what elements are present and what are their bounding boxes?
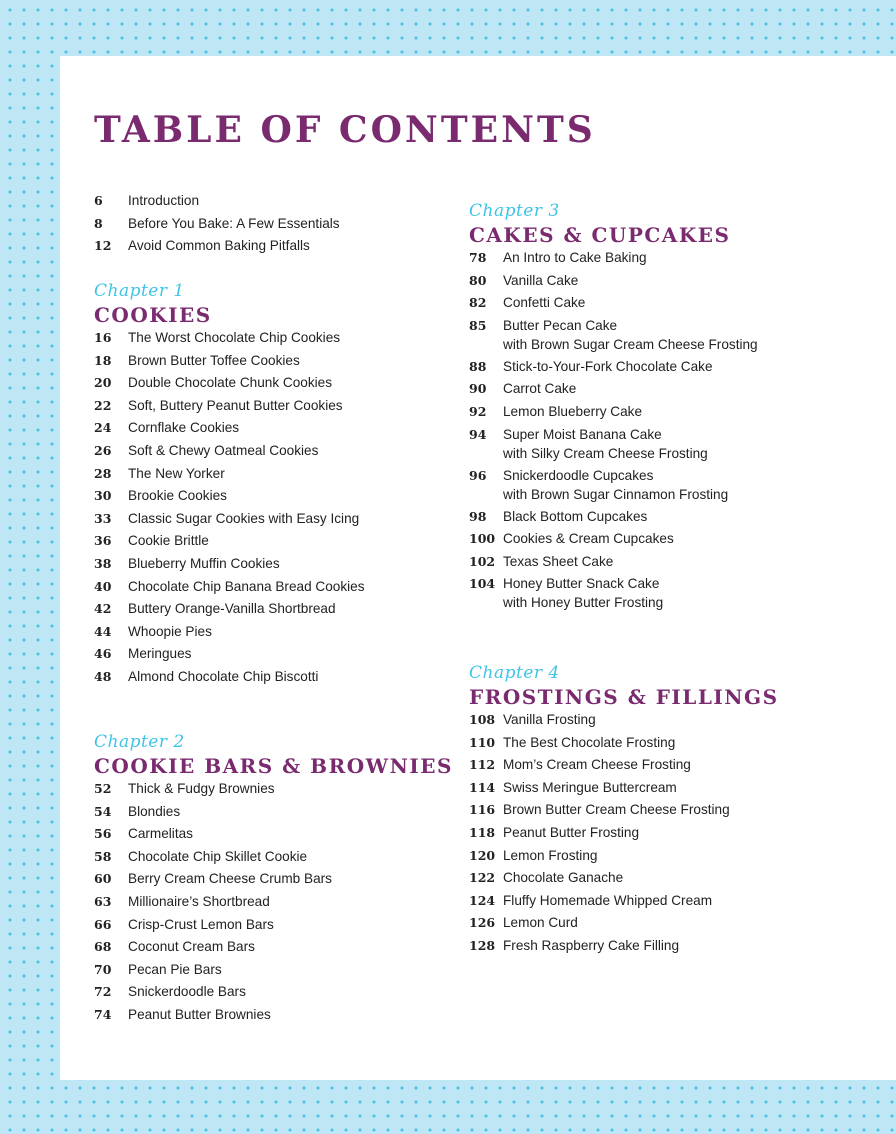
toc-entry (469, 574, 758, 612)
toc-entry (469, 466, 758, 504)
toc-entry (94, 847, 453, 866)
page-number: 63 (94, 893, 112, 909)
page-number: 90 (469, 381, 487, 397)
page-number: 92 (469, 403, 487, 419)
page-number: 100 (469, 531, 496, 547)
entry-title: Millionaire’s Shortbread (128, 893, 270, 909)
toc-entry (469, 248, 758, 267)
toc-entry (469, 936, 779, 955)
toc-entry (94, 373, 365, 392)
page-number: 46 (94, 646, 112, 662)
toc-entry (469, 800, 779, 819)
page-number: 108 (469, 712, 496, 727)
entry-title: Super Moist Banana Cake with Silky Cream Cheese Frosting (503, 426, 708, 461)
entry-title: Coconut Cream Bars (128, 939, 255, 955)
toc-entry (94, 779, 453, 798)
page-number: 42 (94, 601, 112, 617)
page-number: 70 (94, 961, 112, 977)
entry-title: Swiss Meringue Buttercream (503, 779, 677, 795)
toc-entry (94, 599, 365, 618)
toc-entry (469, 402, 758, 421)
page-number: 74 (94, 1006, 112, 1022)
toc-entry (469, 913, 779, 932)
toc-entry (469, 316, 758, 354)
intro-section (94, 191, 340, 259)
toc-entry (94, 577, 365, 596)
toc-entry (469, 529, 758, 548)
entry-title: Confetti Cake (503, 295, 586, 311)
page-number: 112 (469, 757, 496, 773)
toc-entry (94, 824, 453, 843)
chapter-entries (94, 328, 365, 686)
toc-entry (94, 554, 365, 573)
page-number: 6 (94, 193, 103, 208)
toc-entry (94, 396, 365, 415)
entry-title: Snickerdoodle Cupcakes with Brown Sugar Cinnamon Frosting (503, 467, 729, 502)
toc-entry (469, 823, 779, 842)
entry-title: Texas Sheet Cake (503, 553, 614, 569)
entry-title: Mom’s Cream Cheese Frosting (503, 757, 691, 773)
toc-entry (469, 507, 758, 526)
page-number: 126 (469, 915, 496, 931)
toc-entry (94, 1005, 453, 1024)
entry-title: Meringues (128, 646, 192, 662)
chapter-title: FROSTINGS & FILLINGS (469, 685, 779, 709)
page-number: 36 (94, 533, 112, 549)
toc-entry (469, 271, 758, 290)
toc-entry (94, 464, 365, 483)
toc-entry (469, 733, 779, 752)
toc-entry (94, 531, 365, 550)
entry-title: Introduction (128, 193, 200, 208)
toc-entry (94, 214, 340, 233)
entry-title: Crisp-Crust Lemon Bars (128, 916, 274, 932)
page-number: 48 (94, 668, 112, 684)
entry-title: Pecan Pie Bars (128, 961, 222, 977)
entry-title: Lemon Frosting (503, 847, 598, 863)
entry-title: Snickerdoodle Bars (128, 984, 246, 1000)
chapter-1-section (94, 280, 365, 690)
chapter-title: CAKES & CUPCAKES (469, 223, 731, 247)
toc-entry (94, 509, 365, 528)
entry-title: Chocolate Chip Banana Bread Cookies (128, 578, 365, 594)
toc-entry (94, 802, 453, 821)
entry-title: Peanut Butter Brownies (128, 1006, 271, 1022)
page-number: 110 (469, 734, 496, 750)
page-number: 88 (469, 358, 487, 374)
entry-title: Thick & Fudgy Brownies (128, 781, 275, 796)
toc-entry (469, 357, 758, 376)
entry-title: Chocolate Chip Skillet Cookie (128, 848, 308, 864)
chapter-3-section (469, 200, 758, 615)
entry-title: Brookie Cookies (128, 488, 227, 504)
page-number: 98 (469, 508, 487, 524)
page-number: 52 (94, 781, 112, 796)
entry-title: An Intro to Cake Baking (503, 250, 647, 265)
page-number: 96 (469, 467, 487, 483)
page-number: 44 (94, 623, 112, 639)
toc-entry (94, 960, 453, 979)
page-number: 38 (94, 555, 112, 571)
entry-title: Cookie Brittle (128, 533, 209, 549)
chapter-title: COOKIES (94, 303, 212, 327)
entry-title: Honey Butter Snack Cake with Honey Butter Frosting (503, 576, 664, 611)
page-number: 60 (94, 871, 112, 887)
entry-title: Lemon Curd (503, 915, 578, 931)
toc-entry (469, 379, 758, 398)
entry-title: Cornflake Cookies (128, 420, 240, 436)
page-number: 56 (94, 826, 112, 842)
toc-entry (94, 191, 340, 210)
entry-title: The Best Chocolate Frosting (503, 734, 676, 750)
page-number: 30 (94, 488, 112, 504)
page-number: 26 (94, 442, 112, 458)
page-number: 82 (469, 295, 487, 311)
toc-entry (94, 236, 340, 255)
toc-entry (94, 486, 365, 505)
chapter-entries (469, 248, 758, 612)
page-number: 54 (94, 803, 112, 819)
entry-title: Carrot Cake (503, 381, 577, 397)
page-number: 128 (469, 937, 496, 953)
chapter-label: Chapter 3 (469, 201, 560, 221)
entry-title: Stick-to-Your-Fork Chocolate Cake (503, 358, 713, 374)
entry-title: The New Yorker (128, 465, 225, 481)
page-number: 8 (94, 215, 103, 231)
toc-entry (94, 644, 365, 663)
chapter-label: Chapter 4 (469, 663, 560, 683)
page-title: TABLE OF CONTENTS (94, 109, 596, 151)
entry-title: The Worst Chocolate Chip Cookies (128, 330, 341, 345)
chapter-title: COOKIE BARS & BROWNIES (94, 754, 453, 778)
chapter-label: Chapter 1 (94, 281, 185, 301)
toc-entry (94, 892, 453, 911)
toc-entry (469, 846, 779, 865)
toc-entry (94, 982, 453, 1001)
toc-entry (469, 710, 779, 729)
entry-title: Almond Chocolate Chip Biscotti (128, 668, 319, 684)
toc-entry (469, 552, 758, 571)
page-number: 94 (469, 426, 487, 442)
toc-entry (94, 667, 365, 686)
entry-title: Before You Bake: A Few Essentials (128, 215, 340, 231)
entry-title: Berry Cream Cheese Crumb Bars (128, 871, 332, 887)
page-number: 28 (94, 465, 112, 481)
toc-entry (469, 755, 779, 774)
page-number: 78 (469, 250, 487, 265)
entry-title: Vanilla Cake (503, 272, 579, 288)
chapter-label: Chapter 2 (94, 732, 185, 752)
entry-title: Butter Pecan Cake with Brown Sugar Cream Cheese Frosting (503, 317, 758, 352)
page-number: 22 (94, 397, 112, 413)
toc-entry (94, 869, 453, 888)
toc-entry (94, 937, 453, 956)
toc-entry (94, 441, 365, 460)
entry-title: Lemon Blueberry Cake (503, 403, 643, 419)
chapter-4-section (469, 662, 779, 959)
toc-entry (469, 425, 758, 463)
entry-title: Blondies (128, 803, 181, 819)
page-number: 40 (94, 578, 112, 594)
entry-title: Fresh Raspberry Cake Filling (503, 937, 680, 953)
toc-entry (94, 351, 365, 370)
page-number: 116 (469, 802, 496, 818)
entry-title: Black Bottom Cupcakes (503, 508, 648, 524)
entry-title: Whoopie Pies (128, 623, 212, 639)
page-number: 16 (94, 330, 112, 345)
page-number: 33 (94, 510, 112, 526)
entry-title: Peanut Butter Frosting (503, 824, 640, 840)
entry-title: Vanilla Frosting (503, 712, 596, 727)
page-number: 104 (469, 576, 496, 592)
page-number: 80 (469, 272, 487, 288)
toc-entry (469, 868, 779, 887)
page-number: 24 (94, 420, 112, 436)
page-number: 12 (94, 238, 112, 254)
entry-title: Avoid Common Baking Pitfalls (128, 238, 310, 254)
entry-title: Blueberry Muffin Cookies (128, 555, 280, 571)
intro-entries (94, 191, 340, 255)
page-number: 122 (469, 870, 496, 886)
page-number: 58 (94, 848, 112, 864)
entry-title: Chocolate Ganache (503, 870, 624, 886)
toc-entry (94, 328, 365, 347)
page-number: 85 (469, 317, 487, 333)
page-number: 114 (469, 779, 496, 795)
page-number: 124 (469, 892, 496, 908)
page-number: 102 (469, 553, 496, 569)
entry-title: Brown Butter Toffee Cookies (128, 352, 300, 368)
entry-title: Buttery Orange-Vanilla Shortbread (128, 601, 336, 617)
toc-entry (469, 778, 779, 797)
page-number: 20 (94, 375, 112, 391)
toc-entry (94, 418, 365, 437)
entry-title: Classic Sugar Cookies with Easy Icing (128, 510, 360, 526)
page-number: 120 (469, 847, 496, 863)
entry-title: Carmelitas (128, 826, 193, 842)
page-number: 118 (469, 824, 496, 840)
entry-title: Brown Butter Cream Cheese Frosting (503, 802, 730, 818)
entry-title: Soft, Buttery Peanut Butter Cookies (128, 397, 343, 413)
entry-title: Cookies & Cream Cupcakes (503, 531, 674, 547)
page-number: 68 (94, 939, 112, 955)
toc-entry (94, 622, 365, 641)
page-number: 18 (94, 352, 112, 368)
entry-title: Soft & Chewy Oatmeal Cookies (128, 442, 319, 458)
entry-title: Double Chocolate Chunk Cookies (128, 375, 333, 391)
chapter-2-section (94, 731, 453, 1028)
entry-title: Fluffy Homemade Whipped Cream (503, 892, 713, 908)
toc-entry (469, 293, 758, 312)
chapter-entries (469, 710, 779, 955)
toc-entry (469, 891, 779, 910)
chapter-entries (94, 779, 453, 1024)
page-number: 72 (94, 984, 112, 1000)
toc-entry (94, 915, 453, 934)
page-number: 66 (94, 916, 112, 932)
